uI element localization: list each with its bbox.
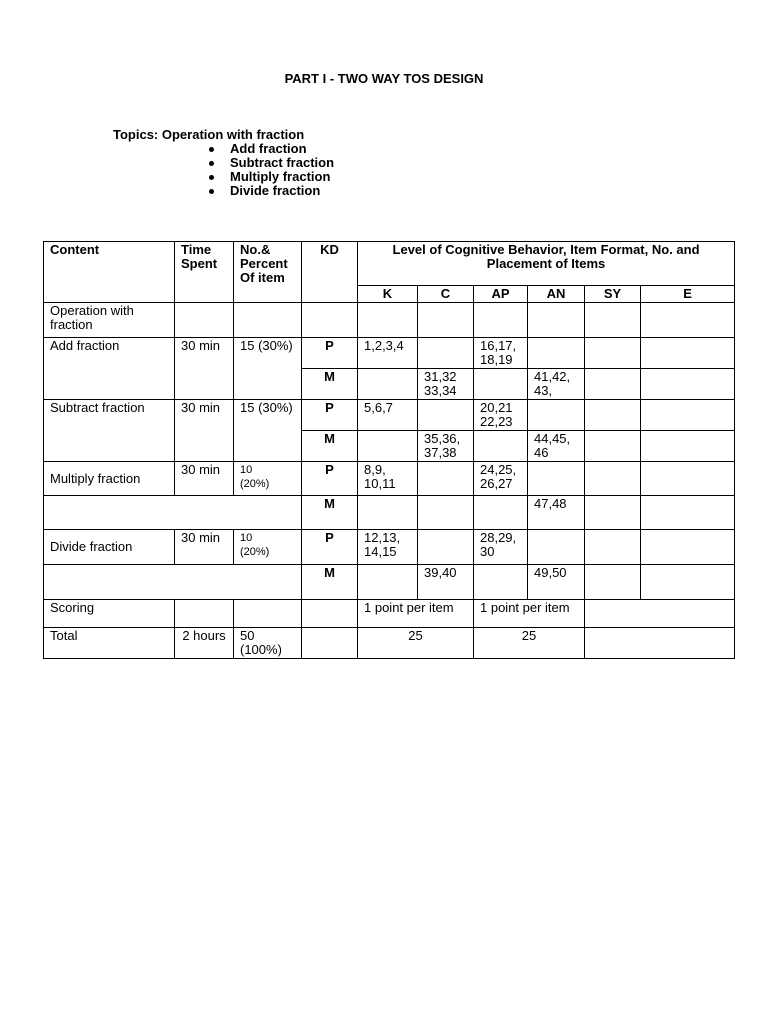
cell-kd: P [302,530,358,565]
header-level-ap: AP [474,286,528,303]
cell-an: 41,42, 43, [528,369,585,400]
header-level-an: AN [528,286,585,303]
cell-ap: 20,21 22,23 [474,400,528,431]
items-count: 10 [240,532,253,544]
cell-scoring-apan: 1 point per item [474,600,585,628]
topics-heading: Topics: Operation with fraction [113,127,305,142]
cell-divide-time: 30 min [175,530,234,565]
table-row [44,462,735,496]
table-row [44,496,735,530]
table-row [44,400,735,431]
table-row [44,530,735,565]
cell-divide-label: Divide fraction [44,530,175,565]
cell-k: 5,6,7 [358,400,418,431]
header-level-sy: SY [585,286,641,303]
header-no-percent: No.& Percent Of item [234,242,302,303]
cell-c: 31,32 33,34 [418,369,474,400]
items-count: 10 [240,464,253,476]
header-level-c: C [418,286,474,303]
cell-add-label: Add fraction [44,338,175,400]
cell-k: 12,13, 14,15 [358,530,418,565]
cell-c: 35,36, 37,38 [418,431,474,462]
cell-subtract-label: Subtract fraction [44,400,175,462]
cell-k: 8,9, 10,11 [358,462,418,496]
cell-ap: 16,17, 18,19 [474,338,528,369]
header-kd: KD [302,242,358,303]
cell-ap: 28,29, 30 [474,530,528,565]
cell-total-label: Total [44,628,175,659]
cell-ap: 24,25, 26,27 [474,462,528,496]
table-row [44,628,735,659]
cell-total-apan: 25 [474,628,585,659]
page-title: PART I - TWO WAY TOS DESIGN [284,71,484,86]
cell-kd: P [302,338,358,369]
cell-multiply-items [234,462,302,496]
cell-kd: M [302,496,358,530]
cell-total-time: 2 hours [175,628,234,659]
cell-subtract-items: 15 (30%) [234,400,302,462]
table-row [44,600,735,628]
list-item: Add fraction [206,142,334,156]
cell-kd: M [302,565,358,600]
header-level-k: K [358,286,418,303]
topics-list [113,142,334,198]
tos-table [43,241,735,659]
table-row [44,338,735,369]
header-time: Time Spent [175,242,234,303]
cell-an: 47,48 [528,496,585,530]
items-percent: (20%) [240,546,270,558]
cell-c: 39,40 [418,565,474,600]
header-content: Content [44,242,175,303]
topics-section [113,128,334,198]
cell-subtract-time: 30 min [175,400,234,462]
cell-an: 44,45, 46 [528,431,585,462]
cell-total-items: 50 (100%) [234,628,302,659]
table-header-row [44,242,735,286]
cell-divide-items [234,530,302,565]
list-item: Divide fraction [206,184,334,198]
cell-kd: P [302,462,358,496]
cell-operation: Operation with fraction [44,303,175,338]
cell-multiply-time: 30 min [175,462,234,496]
list-item: Multiply fraction [206,170,334,184]
cell-scoring-kc: 1 point per item [358,600,474,628]
cell-scoring-label: Scoring [44,600,175,628]
header-level: Level of Cognitive Behavior, Item Format, No. and Placement of Items [358,242,735,286]
cell-k: 1,2,3,4 [358,338,418,369]
header-level-e: E [641,286,735,303]
table-row [44,303,735,338]
cell-an: 49,50 [528,565,585,600]
cell-kd: M [302,369,358,400]
list-item: Subtract fraction [206,156,334,170]
cell-kd: M [302,431,358,462]
table-row [44,565,735,600]
cell-add-items: 15 (30%) [234,338,302,400]
items-percent: (20%) [240,478,270,490]
cell-add-time: 30 min [175,338,234,400]
cell-total-kc: 25 [358,628,474,659]
cell-kd: P [302,400,358,431]
cell-multiply-label: Multiply fraction [44,462,175,496]
